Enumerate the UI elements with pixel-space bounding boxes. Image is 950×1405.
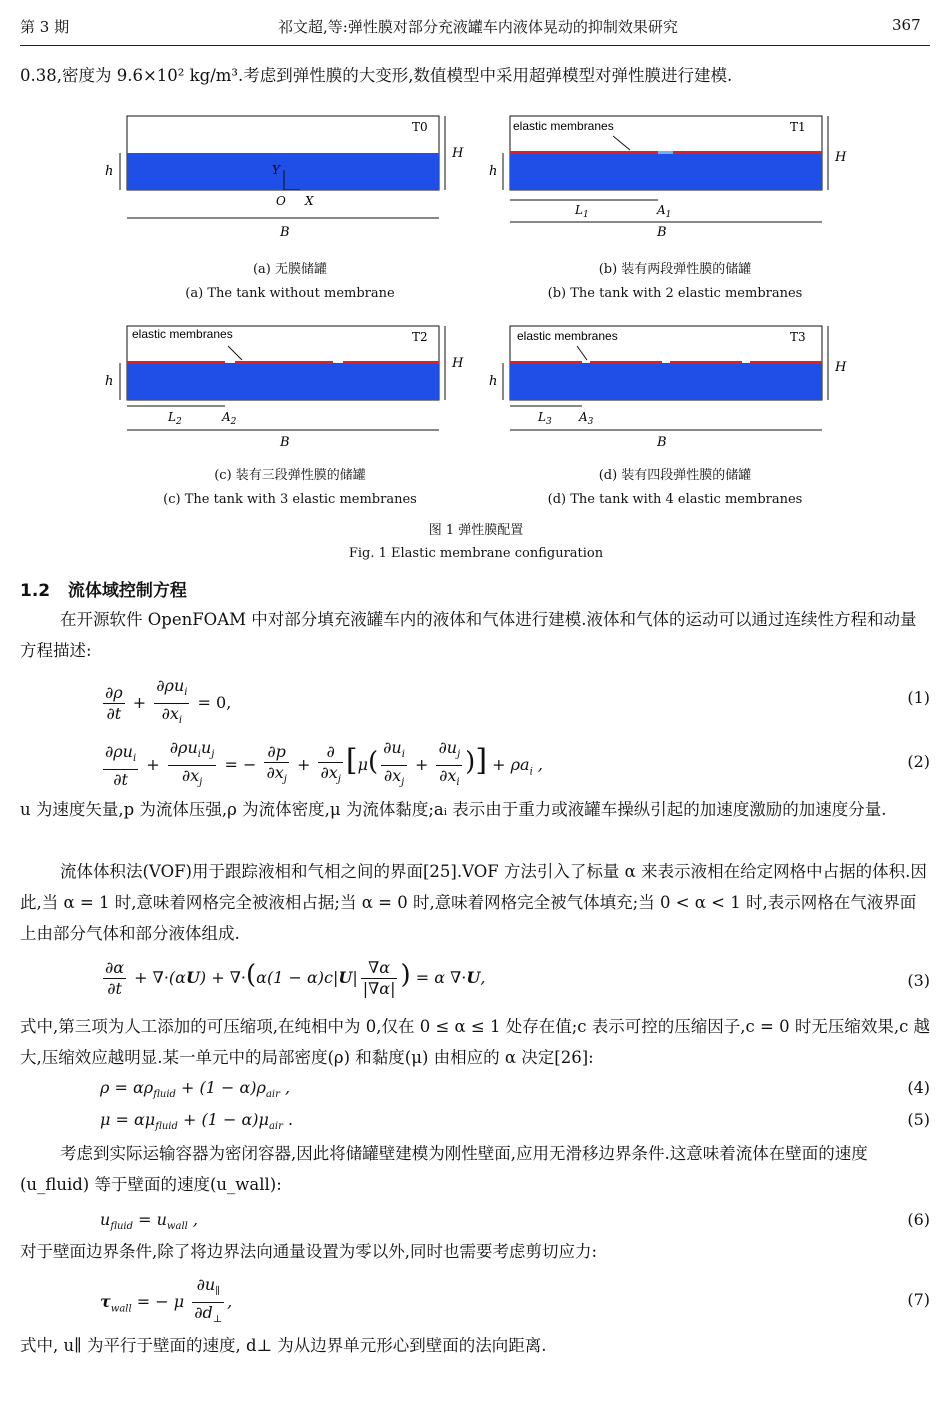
fluid-region <box>127 153 439 190</box>
figure-d <box>485 318 865 453</box>
caption-a-en: (a) The tank without membrane <box>185 286 395 301</box>
paragraph-2: u 为速度矢量,p 为流体压强,ρ 为流体密度,μ 为流体黏度;aᵢ 表示由于重力或液罐车操纵引起的加速度激励的加速度分量. <box>20 800 887 819</box>
membrane-label: elastic membranes <box>132 327 233 341</box>
equation-3-number: (3) <box>907 971 930 990</box>
caption-c-cn: (c) 装有三段弹性膜的储罐 <box>214 468 366 483</box>
membrane-label: elastic membranes <box>513 119 614 133</box>
B-label: B <box>657 225 667 240</box>
page-number: 367 <box>892 16 921 34</box>
membrane-1 <box>127 361 225 364</box>
paragraph-7: 式中, u∥ 为平行于壁面的速度, d⊥ 为从边界单元形心到壁面的法向距离. <box>20 1336 547 1355</box>
membrane-arrow <box>228 346 242 360</box>
membrane-gap <box>658 151 673 154</box>
figure-caption-cn: 图 1 弹性膜配置 <box>428 523 524 538</box>
membrane-arrow <box>577 346 587 360</box>
A-label: $A_2$ <box>222 410 237 427</box>
membrane-right <box>673 151 822 154</box>
figure-caption-en: Fig. 1 Elastic membrane configuration <box>348 546 604 561</box>
h-label: h <box>105 164 114 179</box>
L-label: $L_3$ <box>538 410 552 427</box>
intro-line: 0.38,密度为 9.6×10² kg/m³.考虑到弹性膜的大变形,数值模型中采用超弹模型对弹性膜进行建模. <box>20 66 733 85</box>
membrane-3 <box>343 361 439 364</box>
caption-d-en: (d) The tank with 4 elastic membranes <box>547 492 803 507</box>
tank-tag: T3 <box>790 330 806 344</box>
tank-tag: T2 <box>412 330 428 344</box>
fluid-region <box>127 363 439 400</box>
paragraph-5: 考虑到实际运输容器为密闭容器,因此将储罐壁建模为刚性壁面,应用无滑移边界条件.这意味着流体在壁面的速度 (u_fluid) 等于壁面的速度(u_wall): <box>20 1144 868 1194</box>
B-label: B <box>280 225 290 240</box>
h-label: h <box>489 374 498 389</box>
fluid-region <box>510 153 822 190</box>
paragraph-4: 式中,第三项为人工添加的可压缩项,在纯相中为 0,仅在 0 ≤ α ≤ 1 处存在值;c 表示可控的压缩因子,c = 0 时无压缩效果,c 越大,压缩效应越明显.某一单元中的局部密度(ρ) 和黏度(μ) 由相应的 α 决定[26]: <box>20 1017 931 1067</box>
equation-1: $\frac{\partial\rho}{\partial t}$ + $\frac{\partial\rho u_i}{\partial x_i}$ = 0, <box>105 676 232 727</box>
paragraph-1: 在开源软件 OpenFOAM 中对部分填充液罐车内的液体和气体进行建模.液体和气体的运动可以通过连续性方程和动量方程描述: <box>20 610 917 660</box>
caption-b-en: (b) The tank with 2 elastic membranes <box>547 286 803 301</box>
section-title: 流体域控制方程 <box>67 581 187 601</box>
membrane-2 <box>235 361 333 364</box>
paragraph-3: 流体体积法(VOF)用于跟踪液相和气相之间的界面[25].VOF 方法引入了标量 α 来表示液相在给定网格中占据的体积.因此,当 α = 1 时,意味着网格完全被液相占据;当 α = 0 时,意味着网格完全被气体填充;当 0 < α < 1 时,表示网格在气液界面上由部分气体和部分液体组成. <box>20 862 927 943</box>
H-label: H <box>835 360 847 375</box>
B-label: B <box>657 435 667 450</box>
membrane-arrow <box>613 136 630 150</box>
h-label: h <box>489 164 498 179</box>
caption-c-en: (c) The tank with 3 elastic membranes <box>163 492 417 507</box>
section-heading <box>20 576 187 601</box>
equation-2: $\frac{\partial\rho u_i}{\partial t}$ + $\frac{\partial\rho u_iu_j}{\partial x_j}$ = − $\frac{\partial p}{\partial x_j}$ + $\frac{\partial}{\partial x_j}$ [μ( $\frac{\partial u_i}{\partial x_j}$ + $\frac{\partial u_j}{\partial x_i}$ )] + $\rho a_i$ , <box>105 738 543 789</box>
equation-7-number: (7) <box>907 1290 930 1309</box>
paragraph-6: 对于壁面边界条件,除了将边界法向通量设置为零以外,同时也需要考虑剪切应力: <box>20 1242 598 1261</box>
O-label: O <box>276 194 286 208</box>
h-label: h <box>105 374 114 389</box>
equation-2-number: (2) <box>907 752 930 771</box>
membrane-left <box>510 151 658 154</box>
equation-7: $\tau_{wall}$ = − μ $\frac{\partial u_\parallel}{\partial d_\perp}$ , <box>100 1275 233 1326</box>
equation-5: $\mu = \alpha\mu_{fluid} + (1 - \alpha)\mu_{air}$ . <box>100 1110 294 1133</box>
section-number: 1.2 <box>20 581 51 601</box>
L-label: $L_1$ <box>575 203 589 220</box>
fluid-region <box>510 363 822 400</box>
caption-b-cn: (b) 装有两段弹性膜的储罐 <box>598 262 752 277</box>
tank-tag: T1 <box>790 120 806 134</box>
equation-1-number: (1) <box>907 688 930 707</box>
B-label: B <box>280 435 290 450</box>
equation-5-number: (5) <box>907 1110 930 1129</box>
H-label: H <box>452 146 464 161</box>
caption-a-cn: (a) 无膜储罐 <box>252 262 328 277</box>
X-label: X <box>305 194 314 208</box>
H-label: H <box>835 150 847 165</box>
issue-label: 第 3 期 <box>20 18 70 36</box>
header-rule <box>20 45 930 46</box>
membrane-4 <box>750 361 822 364</box>
H-label: H <box>452 356 464 371</box>
membrane-label: elastic membranes <box>517 329 618 343</box>
membrane-2 <box>590 361 662 364</box>
figure-a <box>100 108 480 243</box>
Y-label: Y <box>272 163 280 177</box>
figure-b <box>485 108 865 243</box>
equation-4-number: (4) <box>907 1078 930 1097</box>
membrane-3 <box>670 361 742 364</box>
running-title: 祁文超,等:弹性膜对部分充液罐车内液体晃动的抑制效果研究 <box>278 18 678 36</box>
equation-6: $u_{fluid} = u_{wall}$ , <box>100 1210 199 1233</box>
membrane-1 <box>510 361 582 364</box>
A-label: $A_1$ <box>657 203 672 220</box>
equation-4: $\rho = \alpha\rho_{fluid} + (1 - \alpha)\rho_{air}$ , <box>100 1078 291 1101</box>
figure-c <box>100 318 480 453</box>
tank-tag: T0 <box>412 120 428 134</box>
A-label: $A_3$ <box>579 410 594 427</box>
L-label: $L_2$ <box>168 410 182 427</box>
equation-6-number: (6) <box>907 1210 930 1229</box>
caption-d-cn: (d) 装有四段弹性膜的储罐 <box>598 468 752 483</box>
equation-3: $\frac{\partial\alpha}{\partial t}$ + ∇·(αU) + ∇·(α(1 − α)c|U| $\frac{\nabla\alpha}{|\nabla\alpha|}$ ) = α ∇·U, <box>105 958 486 998</box>
